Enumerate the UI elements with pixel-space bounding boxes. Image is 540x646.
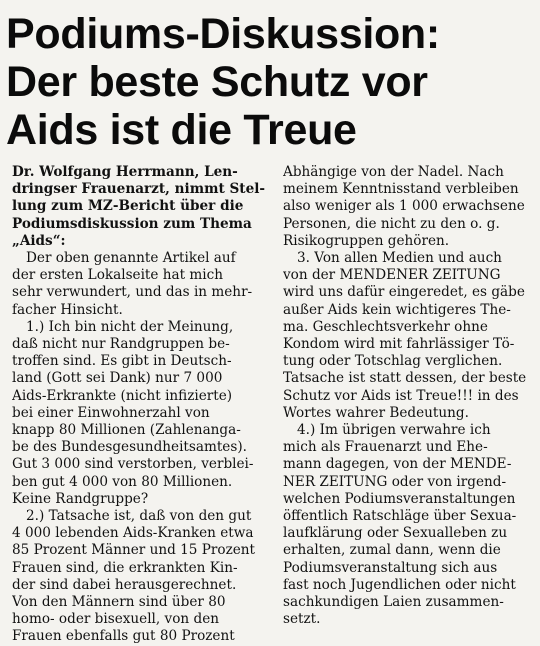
text-line: land (Gott sei Dank) nur 7 000 bbox=[12, 370, 223, 387]
text-line: Personen, die nicht zu den o. g. bbox=[283, 215, 500, 232]
text-line: von der MENDENER ZEITUNG bbox=[283, 267, 501, 284]
text-line: sehr verwundert, und das in mehr- bbox=[12, 284, 253, 301]
text-line: 3. Von allen Medien und auch bbox=[297, 250, 502, 267]
text-line: ben gut 4 000 von 80 Millionen. bbox=[12, 473, 233, 490]
text-line: Von den Männern sind über 80 bbox=[12, 594, 226, 611]
text-line: fast noch Jugendlichen oder nicht bbox=[283, 576, 516, 593]
text-line: 1.) Ich bin nicht der Meinung, bbox=[26, 318, 234, 335]
headline-line-3: Aids ist die Treue bbox=[6, 106, 357, 154]
text-line: mich als Frauenarzt und Ehe- bbox=[283, 439, 488, 456]
text-line: Schutz vor Aids ist Treue!!! in des bbox=[283, 387, 519, 404]
text-line: also weniger als 1 000 erwachsene bbox=[283, 198, 525, 215]
text-line: wird uns dafür eingeredet, es gäbe bbox=[283, 284, 525, 301]
text-line: be des Bundesgesundheitsamtes). bbox=[12, 439, 247, 456]
text-line: laufklärung oder Sexualleben zu bbox=[283, 525, 508, 542]
text-line: Keine Randgruppe? bbox=[12, 490, 149, 507]
intro-line: dringser Frauenarzt, nimmt Stel- bbox=[12, 181, 266, 198]
intro-line: „Aids“: bbox=[12, 232, 66, 249]
text-line: der sind dabei herausgerechnet. bbox=[12, 576, 237, 593]
text-line: öffentlich Ratschläge über Sexua- bbox=[283, 508, 517, 525]
text-line: homo- oder bisexuell, von den bbox=[12, 611, 219, 628]
text-line: facher Hinsicht. bbox=[12, 301, 123, 318]
text-line: erhalten, zumal dann, wenn die bbox=[283, 542, 501, 559]
text-line: 85 Prozent Männer und 15 Prozent bbox=[12, 542, 255, 559]
body-text-left bbox=[12, 250, 267, 646]
text-line: knapp 80 Millionen (Zahlenanga- bbox=[12, 422, 241, 439]
text-line: setzt. bbox=[283, 611, 321, 628]
text-line: tung oder Totschlag verglichen. bbox=[283, 353, 503, 370]
headline bbox=[6, 10, 536, 154]
intro-line: lung zum MZ-Bericht über die bbox=[12, 198, 244, 215]
text-line: Frauen ebenfalls gut 80 Prozent bbox=[12, 628, 235, 645]
text-line: 4.) Im übrigen verwahre ich bbox=[297, 422, 491, 439]
left-column bbox=[12, 164, 267, 646]
text-line: der ersten Lokalseite hat mich bbox=[12, 267, 224, 284]
headline-line-2: Der beste Schutz vor bbox=[6, 58, 428, 106]
text-line: welchen Podiumsveranstaltungen bbox=[283, 490, 516, 507]
text-line: Aids-Erkrankte (nicht infizierte) bbox=[12, 387, 233, 404]
right-column bbox=[283, 164, 531, 628]
text-line: 2.) Tatsache ist, daß von den gut bbox=[26, 508, 252, 525]
text-line: Podiumsveranstaltung sich aus bbox=[283, 559, 498, 576]
text-line: NER ZEITUNG oder von irgend- bbox=[283, 473, 507, 490]
text-line: bei einer Einwohnerzahl von bbox=[12, 404, 210, 421]
text-line: 4 000 lebenden Aids-Kranken etwa bbox=[12, 525, 254, 542]
text-line: sachkundigen Laien zusammen- bbox=[283, 594, 504, 611]
text-line: Tatsache ist statt dessen, der beste bbox=[283, 370, 527, 387]
intro-paragraph bbox=[12, 164, 267, 250]
text-line: Frauen sind, die erkrankten Kin- bbox=[12, 559, 238, 576]
headline-line-1: Podiums-Diskussion: bbox=[6, 10, 440, 58]
body-text-right bbox=[283, 164, 531, 628]
text-line: Gut 3 000 sind verstorben, verblei- bbox=[12, 456, 254, 473]
intro-line: Podiumsdiskussion zum Thema bbox=[12, 215, 252, 232]
text-line: mann dagegen, von der MENDE- bbox=[283, 456, 512, 473]
text-line: daß nicht nur Randgruppen be- bbox=[12, 336, 230, 353]
text-line: außer Aids kein wichtigeres The- bbox=[283, 301, 511, 318]
text-line: Risikogruppen gehören. bbox=[283, 232, 450, 249]
text-line: Kondom wird mit fahrlässiger Tö- bbox=[283, 336, 515, 353]
text-line: ma. Geschlechtsverkehr ohne bbox=[283, 318, 488, 335]
text-line: Der oben genannte Artikel auf bbox=[26, 250, 236, 267]
intro-line: Dr. Wolfgang Herrmann, Len- bbox=[12, 164, 238, 180]
text-line: Abhängige von der Nadel. Nach bbox=[283, 164, 504, 180]
text-line: meinem Kenntnisstand verbleiben bbox=[283, 181, 519, 198]
text-line: Wortes wahrer Bedeutung. bbox=[283, 404, 469, 421]
text-line: troffen sind. Es gibt in Deutsch- bbox=[12, 353, 232, 370]
